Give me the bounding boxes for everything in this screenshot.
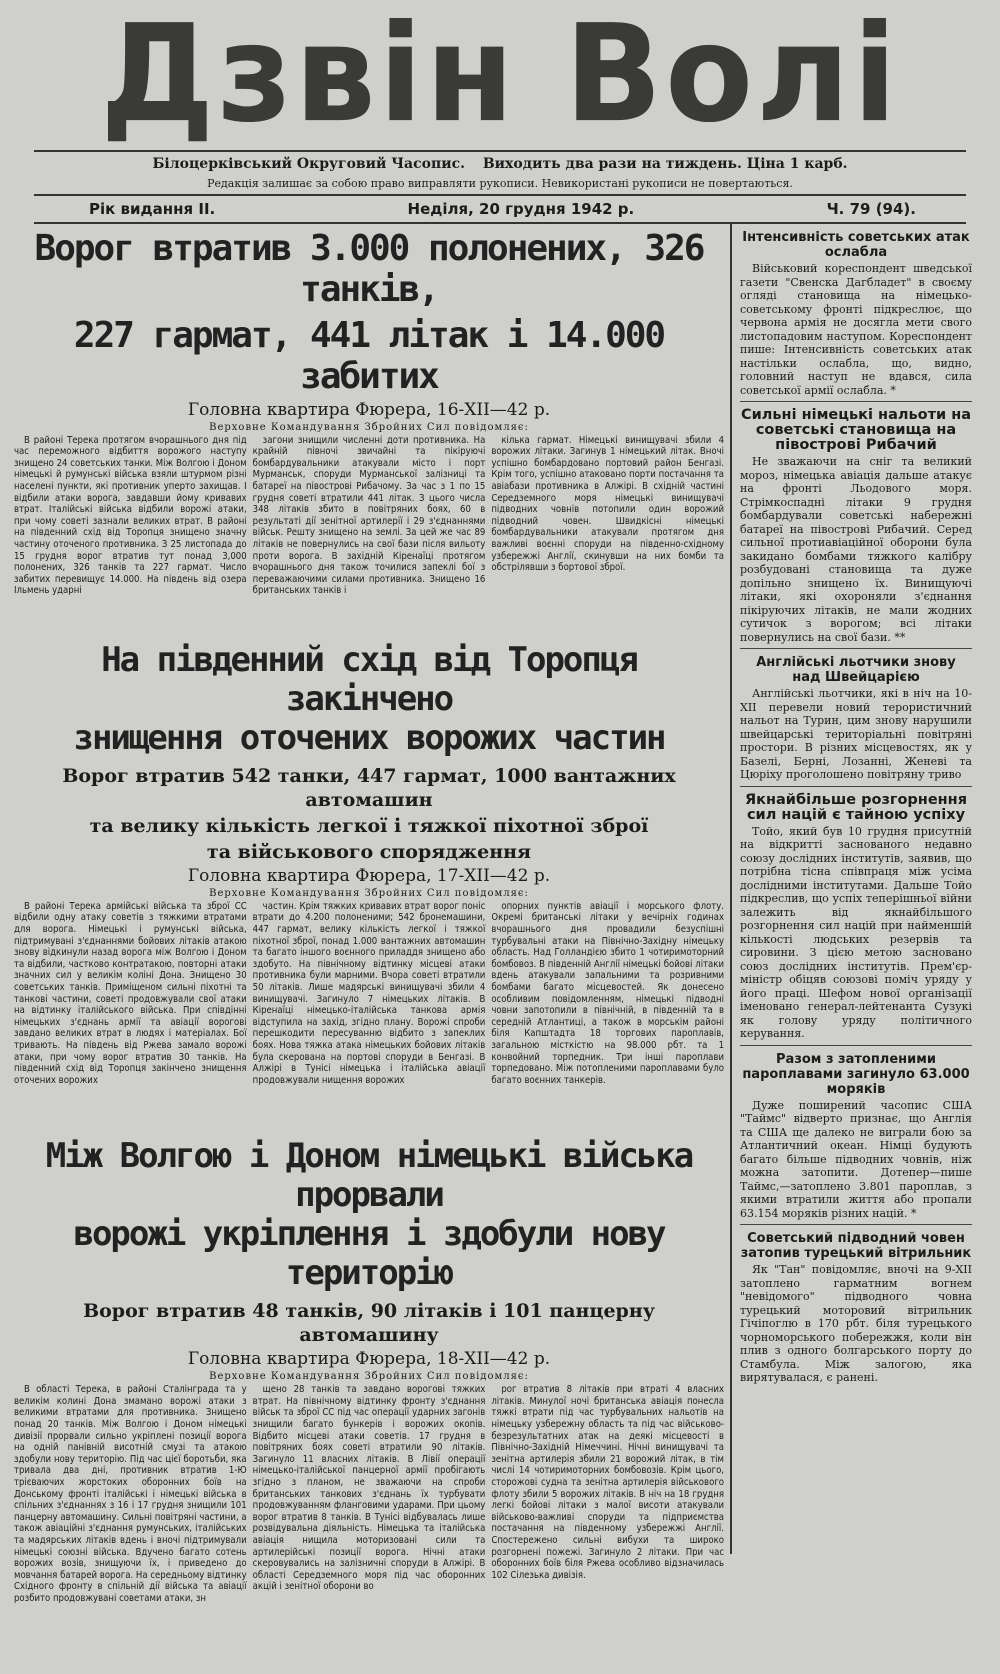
article-2: [14, 641, 724, 1129]
side-article-1: [740, 230, 972, 397]
side-5-text: Дуже поширений часопис США "Таймс" відверто признає, що Англія та США ще далеко не виграли бою за Атлантичний океан. Німці будують багато більше підводних човнів, ніж можна затопити. Дотепер—пише Таймс,—затоплено 3.801 пароплав, з якими втратили життя або пропали 63.154 моряків різних націй. *: [740, 1098, 972, 1220]
side-article-4: [740, 793, 972, 1041]
side-article-5: [740, 1052, 972, 1221]
article-1-intro: Верховне Командування Збройних Сил повідомляє:: [209, 421, 529, 433]
side-column: [732, 224, 972, 1554]
article-1: [14, 228, 724, 631]
side-6-headline: Советський підводний човен затопив турецький вітрильник: [740, 1231, 972, 1261]
article-2-intro: Верховне Командування Збройних Сил повідомляє:: [209, 887, 529, 899]
side-1-headline: Інтенсивність советських атак ослабла: [742, 230, 970, 260]
article-2-col-3: опорних пунктів авіації і морського флоту. Окремі британські літаки у вечірніх годинах вчорашнього дня провадили безуспішні турбувальні атаки на Північно-Західну німецьку область. Над Голландією збито 1 чотиримоторний бомбовоз. В південній Англії німецькі бойові літаки вдень атакували запальними та розривними бомбами багато місцевостей. Як донесено особливим повідомленням, німецькі підводні човни запотопили в північній, в південній та в середній Атлантиці, а також в морськім районі біля Капштадта 18 торгових пароплавів, загальною місткістю на 98.000 рбт. та 1 конвойний торпедник. Три інші пароплави торпедовано. Між потопленими пароплавами було багато воєнних танкерів.: [491, 900, 725, 1086]
article-3-headline-2: ворожі укріплення і здобули нову територію: [73, 1214, 665, 1294]
article-3-subhead: Ворог втратив 48 танків, 90 літаків і 101 панцерну автомашину: [83, 1300, 655, 1347]
subtitle-line: [34, 154, 966, 174]
publication-type: Білоцерківський Округовий Часопис.: [152, 156, 466, 172]
side-6-text: Як "Тан" повідомляє, вночі на 9-XII затоплено гарматним вогнем "невідомого" підводного човна турецький моторовий вітрильник Гічіпоглю в 170 рбт. біля турецького чорноморського побережжя, коли він плив з одного болгарського порту до Стамбула. Між залогою, яка вирятувалася, є ранені.: [740, 1263, 972, 1384]
main-column: [14, 224, 732, 1604]
article-2-headline-2: знищення оточених ворожих частин: [73, 717, 665, 758]
side-3-headline: Англійські льотчики знову над Швейцарією: [756, 655, 956, 685]
issue-number: Ч. 79 (94).: [826, 200, 916, 218]
side-3-text: Англійські льотчики, які в ніч на 10-XII перевели новий терористичний нальот на Турин, цим знову нарушили швейцарські територіальні повітряні простори. В різних місцевостях, як у Базелі, Берні, Лозанні, Женеві та Цюріху проголошено повітряну триво: [740, 687, 972, 781]
article-1-col-3: кілька гармат. Німецькі винищувачі збили 4 ворожих літаки. Загинув 1 німецький літак. Вночі успішно бомбардовано портовий район Бенгазі. Крім того, успішно атаковано порти постачання та авіабази противника в Алжірі. В східній частині Середземного моря німецькі винищувачі підводних човнів потопили один ворожий підводний човен. Швидкісні німецькі бомбардувальники атакували протягом дня важливі воєнні споруди на південно-східному узбережжі Англії, скинувши на них бомби та обстрілявши з бортової зброї.: [491, 434, 725, 574]
divider: [740, 786, 972, 787]
article-3-col-1: В області Терека, в районі Сталінграда та у великім колині Дона змамано ворожі атаки з великими втратами для противника. Знищено понад 20 танків. Між Волгою і Доном німецькі дивізії прорвали сильно укріплені позиції ворога на одній панівній висотній смузі та атакою здобули нову територію. Під час цієї боротьби, яка тривала два дні, противник втратив 1-Ю трієваючих жорстоких оборонних боїв на Донському фронті італійські і німецькі війська в спільних з'єднаннях з 16 і 17 грудня знищили 101 панцерну автомашину. Сильні повітряні частини, а також авіаційні з'єднання румунських, італійських та мадярських літаків вдень і вночі підтримували німецькі союзні війська. Вдучено багато сотень ворожих возів, знищуючи їх, і приведено до мовчання батарей ворога. На середньому відтинку Східного фронту в спільній дії війська та авіації розбито продовжувані советами атаки, зн: [14, 1384, 247, 1604]
article-2-col-1: В районі Терека армійські війська та зброї СС відбили одну атаку советів з тяжкими втратами для ворога. Німецькі і румунські війська, підтримувані з'єднаннями бойових літаків атакою знову відкинули назад ворога між Волгою і Доном та відбили, частково контратакою, повторні атаки значних сил у великім коліні Дона. Знищено 30 советських танків. Приміщеном сильні піхотні та танкові частини, советі продовжували свої атаки на відтинку італійського війська. При співдінні німецьких з'єднань армії та авіації ворогові завдано великих втрат в людях і матеріалах. Бої тривають. На південь від Ржева замало ворожі атаки, при чому ворог втратив 30 танків. На південний схід від Торопця закінчено знищення оточених ворожих: [14, 900, 247, 1086]
side-article-6: [740, 1231, 972, 1385]
article-1-col-1: В районі Терека протягом вчорашнього дня під час переможного відбиття ворожого наступу знищено 24 советських танки. Між Волгою і Доном німецькі й румунські війська взяли штурмом різні населені пункти, які противник уперто захищав. І відбили атаки ворога, завдавши йому кривавих втрат. Італійські війська відбили ворожі атаки, при чому советі зазнали великих втрат. В районі на південний схід від Торопця знищено значну частину оточеного противника. З 25 листопада до 15 грудня ворог втратив тут понад 3,000 полонених, 326 танків та 227 гармат. Число забитих перевищує 14.000. На південь від озера Ільмень ударні: [14, 434, 247, 597]
publication-year: Рік видання II.: [89, 200, 216, 218]
article-1-headline-2: 227 гармат, 441 літак і 14.000 забитих: [73, 314, 665, 398]
article-2-headline-1: На південний схід від Торопця закінчено: [101, 639, 637, 719]
dateline: [34, 196, 966, 224]
side-2-text: Не зважаючи на сніг та великий мороз, німецька авіація дальше атакує на фронті Льодового моря. Стрімкоспадні літаки 9 грудня бомбардували советські набережні батареї на півострові Рибачий. Серед сильної протиавіаційної оборони була закидано бомбами тяжкого калібру розбудовані становища та дуже допільно знищено їх. Винищуючі літаки, які охороняли з'єднання пікіруючих літаків, не мали жодних сутичок з ворогом; всі літаки повернулись на свої бази. **: [740, 455, 972, 644]
page-body: [14, 224, 986, 1604]
divider: [740, 401, 972, 402]
article-1-col-2: загони знищили численні доти противника. На крайній півночі звичайні та пікіруючі бомбардувальники атакували місто і порт Мурманськ, споруди Мурманської залізниці та батареї на півострові Рибачому. За час з 1 по 15 грудня советі втратили 441 літак. З цього числа 348 літаків збито в повітряних боях, 60 в результаті дії зенітної артилерії і 29 з'єднаннями військ. Решту знищено на землі. За цей же час 89 літаків не повернулись на свої бази після вильоту проти ворога. В західній Кіренаїці протягом вчорашнього дня також точилися запеклі бої з переважаючими силами противника. Знищено 16 британських танків і: [252, 434, 486, 597]
publication-frequency: Виходить два рази на тиждень. Ціна 1 карб.: [482, 156, 848, 172]
article-2-subhead-3: та військового спорядження: [206, 840, 532, 863]
side-2-headline: Сильні німецькі нальоти на советські становища на півострові Рибачий: [740, 407, 972, 453]
divider: [740, 1224, 972, 1225]
article-1-dateline: Головна квартира Фюрера, 16-XII—42 р.: [187, 399, 551, 420]
article-3-col-2: щено 28 танків та завдано ворогові тяжких втрат. На північному відтинку фронту з'єднання військ та зброї СС під час операції ударних загонів знищили багато бункерів і ворожих окопів. Відбито місцеві атаки советів. 17 грудня в повітряних боях советі втратили 90 літаків. Загинуло 11 власних літаків. В Лівії операції німецько-італійської панцерної армії пробігають згідно з планом, не зважаючи на спроби британських танкових з'єднань їх турбувати продовжуванням фланговими ударами. При цьому ворог втратив 8 танків. В Тунісі відбувалась лише розвідувальна діяльність. Німецька та італійська авіація нищила моторизовані сили та артилерійські позиції ворога. Нічні атаки скеровувались на залізничні споруди в Алжірі. В області Середземного моря під час оборонних акцій і зенітної оборони во: [252, 1384, 486, 1593]
editorial-notice: Редакція залишає за собою право виправляти рукописи. Невикористані рукописи не повертаються.: [207, 177, 793, 190]
article-3-intro: Верховне Командування Збройних Сил повідомляє:: [209, 1371, 529, 1383]
article-1-headline-1: Ворог втратив 3.000 полонених, 326 танків,: [34, 228, 704, 311]
article-2-subhead-1: Ворог втратив 542 танки, 447 гармат, 1000 вантажних автомашин: [62, 764, 676, 811]
newspaper-title: Дзвін Волі: [100, 0, 900, 153]
article-2-col-2: частин. Крім тяжких кривавих втрат ворог поніс втрати до 4.200 полоненими; 542 бронемашини, 447 гармат, велику кількість легкої і тяжкої піхотної зброї, понад 1.000 вантажних автомашин та багато іншого воєнного приладдя знищено або здобуто. На північному відтинку місцеві атаки противника були марними. Вчора советі втратили 50 літаків. Лише мадярські винищувачі збили 4 винищувачі. Загинуло 7 німецьких літаків. В Кіренаїці німецько-італійська танкова армія відступила на захід, згідно плану. Ворожі спроби перешкодити пересуванню відбито з запеклих боях. Нова тяжка атака німецьких бойових літаків була скерована на портові споруди в Бенгазі. В Алжірі в Тунісі німецька і італійська авіації продовжували нищення ворожих: [252, 900, 486, 1086]
side-5-headline: Разом з затопленими пароплавами загинуло 63.000 моряків: [742, 1051, 970, 1097]
article-3-headline-1: Між Волгою і Доном німецькі війська прорвали: [45, 1135, 693, 1215]
side-1-text: Військовий кореспондент шведської газети "Свенска Дагбладет" в своєму огляді становища на німецько-советському фронті підкреслює, що червона армія не досягла мети свого листопадовим наступом. Кореспондент пише: Інтенсивність советських атак настільки ослабла, що, видно, головний наступ не вдався, сила советської армії ослабла. *: [740, 262, 972, 397]
article-1-columns: [14, 435, 724, 631]
article-3-dateline: Головна квартира Фюрера, 18-XII—42 р.: [187, 1349, 551, 1370]
article-2-subhead-2: та велику кількість легкої і тяжкої піхотної зброї: [89, 814, 649, 837]
subtitle-bar: [34, 150, 966, 196]
article-2-columns: [14, 901, 724, 1129]
side-article-2: [740, 408, 972, 644]
side-article-3: [740, 655, 972, 782]
masthead: [14, 0, 986, 153]
divider: [740, 1045, 972, 1046]
side-4-headline: Якнайбільше розгорнення сил націй є тайною успіху: [744, 791, 968, 823]
article-3: [14, 1137, 724, 1674]
divider: [740, 648, 972, 649]
article-3-col-3: рог втратив 8 літаків при втраті 4 власних літаків. Минулої ночі британська авіація понесла тяжкі втрати під час турбувальних нальотів на німецьку узбережну область та під час військово-безрезультатних атак на деякі місцевості в Північно-Західній Німеччині. Нічні винищувачі та зенітна артилерія збили 21 ворожий літак, в тім числі 14 чотиримоторних бомбовозів. Крім цього, сторожові судна та зенітна артилерія військового флоту збили 5 ворожих літаків. В ніч на 18 грудня легкі бойові літаки з малої висоти атакували військово-важливі споруди та підприємства постачання на південному узбережжі Англії. Спостережено сильні вибухи та широко розгорнені пожежі. Загинуло 2 літаки. При час оборонних боїв біля Ржева особливо відзначилась 102 Сілезька дивізія.: [491, 1384, 725, 1581]
article-2-dateline: Головна квартира Фюрера, 17-XII—42 р.: [187, 865, 551, 886]
side-4-text: Тойо, який був 10 грудня присутній на відкритті заснованого недавно союзу дослідних інститутів, заявив, що потрібна тісна співпраця між усіма дослідними інститутами. Дальше Тойо підкреслив, що успіх теперішньої війни залежить від якнайбільшого розгорнення сил націй при найменшій кількості людських резервів та сировини. З цією метою засновано союз дослідних інститутів. Прем'єр-міністр обіцяв союзові поміч уряду у його праці. Шефом нової організації іменовано генерал-лейтенанта Сузукі як голову уряду політичного керування.: [740, 824, 972, 1040]
article-3-columns: [14, 1384, 724, 1674]
publication-date: Неділя, 20 грудня 1942 р.: [407, 200, 635, 218]
